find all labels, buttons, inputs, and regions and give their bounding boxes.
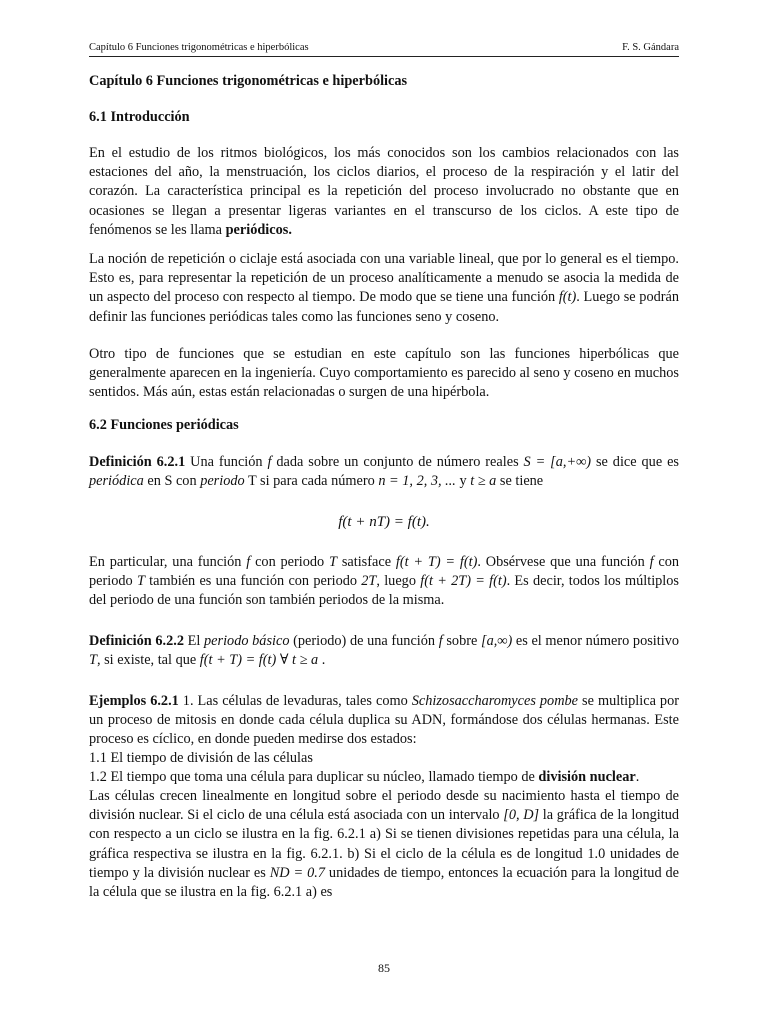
ex-text-d: la gráfica de la longitud con respecto a un ciclo se ilustra en la fig. 6.2.1 a) Si se tienen divisiones repetidas para una célula, la gráfica respectiva se ilustra en la fig. 6.2.1. b) Si el ciclo de la célula es de longitud 1.0 unidades de tiempo y la división nuclear es [89, 807, 679, 881]
periodicos-term: periódicos. [225, 221, 292, 238]
intro-paragraph-2 [89, 250, 679, 327]
par-text-b: con periodo [250, 554, 330, 570]
example-body [89, 787, 679, 902]
ex-species: Schizosaccharomyces pombe [411, 693, 579, 709]
def1-text-g: se tiene [496, 473, 544, 490]
par-text-a: En particular, una función [89, 554, 247, 570]
def1-t: t ≥ a [470, 473, 497, 490]
def2-text-a: El [184, 633, 205, 649]
header-rule [89, 56, 679, 57]
section-6-1-title: 6.1 Introducción [89, 109, 190, 125]
par-text-g: , luego [376, 573, 421, 590]
def2-eq: f(t + T) = f(t) ∀ t ≥ a [199, 652, 319, 669]
def1-f: f [267, 454, 272, 470]
ex-item2-text: 1.2 El tiempo que toma una célula para duplicar su núcleo, llamado tiempo de [89, 769, 539, 785]
def2-text-e: , si existe, tal que [96, 652, 200, 669]
ex-text-a: 1. Las células de levaduras, tales como [178, 693, 412, 709]
intro-paragraph-1 [89, 144, 679, 240]
def2-text-b: (periodo) de una función [289, 633, 439, 649]
chapter-title: Capítulo 6 Funciones trigonométricas e hiperbólicas [89, 73, 408, 89]
par-T2: T [136, 573, 145, 590]
def1-text-b: dada sobre un conjunto de número reales [271, 454, 524, 470]
par-f2: f [649, 554, 654, 570]
def1-text-d: en S con [143, 473, 201, 490]
ex-text-c: Las células crecen linealmente en longitud sobre el periodo desde su nacimiento hasta el tiempo de división nuclear. Si el ciclo de una célula está asociada con un intervalo [89, 788, 679, 824]
def1-text-f: y [455, 473, 471, 490]
par-text-h: . Es decir, todos los múltiplos del periodo de una función son también periodos de la misma. [89, 573, 679, 609]
intro-p2-end: . Luego se podrán definir las funciones periódicas tales como las funciones seno y coseno. [89, 289, 679, 325]
par-text-c: satisface [337, 554, 396, 570]
def2-text-d: es el menor número positivo [512, 633, 679, 649]
examples-6-2-1 [89, 692, 679, 750]
periodic-paragraph [89, 553, 679, 611]
def2-T: T [89, 652, 97, 669]
par-T: T [329, 554, 337, 570]
par-eq1: f(t + T) = f(t) [395, 554, 478, 570]
definition-6-2-1 [89, 453, 679, 491]
ex-interval: [0, D] [503, 807, 540, 824]
def1-n: n = 1, 2, 3, ... [378, 473, 456, 490]
def2-set: [a,∞) [481, 633, 513, 649]
def1-periodica: periódica [89, 473, 144, 490]
division-nuclear-term: división nuclear [538, 769, 636, 785]
def1-set: S = [a,+∞) [523, 454, 592, 470]
ex-text-e: unidades de tiempo, entonces la ecuación para la longitud de la célula que se ilustra en la fig. 6.2.1 a) es [89, 864, 680, 901]
equation-periodic: f(t + nT) = f(t). [338, 514, 430, 530]
intro-p2-math: f(t) [558, 289, 577, 306]
ex-nd: ND = 0.7 [269, 864, 325, 881]
header-chapter: Capítulo 6 Funciones trigonométricas e hiperbólicas [89, 42, 309, 53]
par-2T: 2T [361, 573, 377, 590]
def2-periodo-basico: periodo básico [204, 633, 290, 649]
def1-label: Definición 6.2.1 [89, 454, 186, 470]
par-f: f [246, 554, 251, 570]
par-text-d: . Obsérvese que una función [477, 554, 650, 570]
page-number: 85 [378, 961, 390, 975]
examples-label: Ejemplos 6.2.1 [89, 693, 179, 709]
ex-text-b: se multiplica por un proceso de mitosis en donde cada célula duplica su ADN, formándose dos células hermanas. Este proceso es cíclico, en donde pueden medirse dos estados: [89, 693, 679, 748]
intro-paragraph-3: Otro tipo de funciones que se estudian en este capítulo son las funciones hiperbólicas que generalmente aparecen en la ingeniería. Cuyo comportamiento es parecido al seno y coseno en muchos sentidos. Más aún, estas están relacionadas o surgen de una hipérbola. [89, 346, 679, 401]
def2-f: f [438, 633, 443, 649]
definition-6-2-2 [89, 632, 679, 670]
example-item-1-1: 1.1 El tiempo de división de las células [89, 750, 313, 766]
par-text-e: con periodo [89, 554, 680, 590]
def1-text-a: Una función [185, 454, 268, 470]
def2-label: Definición 6.2.2 [89, 633, 184, 649]
par-eq2: f(t + 2T) = f(t) [420, 573, 507, 590]
def1-text-e: T si para cada número [244, 473, 379, 490]
intro-p2-text: La noción de repetición o ciclaje está asociada con una variable lineal, que por lo general es el tiempo. Esto es, para representar la repetición de un proceso analíticamente a menudo se asocia la medida de un aspecto del proceso con respecto al tiempo. De modo que se tiene una función [89, 251, 679, 306]
intro-p1-text: En el estudio de los ritmos biológicos, los más conocidos son los cambios relacionados con las estaciones del año, la menstruación, los ciclos diarios, el proceso de la respiración y el latir del corazón. La característica principal es la repetición del proceso involucrado no obstante que en ocasiones se llegan a presentar ligeras variantes en el transcurso de los ciclos. A este tipo de fenómenos se les llama [89, 145, 679, 238]
def1-periodo: periodo [200, 473, 245, 490]
section-6-2-title: 6.2 Funciones periódicas [89, 417, 239, 433]
def1-text-c: se dice que es [591, 454, 679, 470]
example-item-1-2 [89, 768, 679, 787]
header-author: F. S. Gándara [622, 42, 679, 53]
def2-text-c: sobre [442, 633, 481, 649]
ex-item2-end: . [635, 769, 640, 785]
def2-end: . [318, 652, 326, 669]
par-text-f: también es una función con periodo [144, 573, 362, 590]
